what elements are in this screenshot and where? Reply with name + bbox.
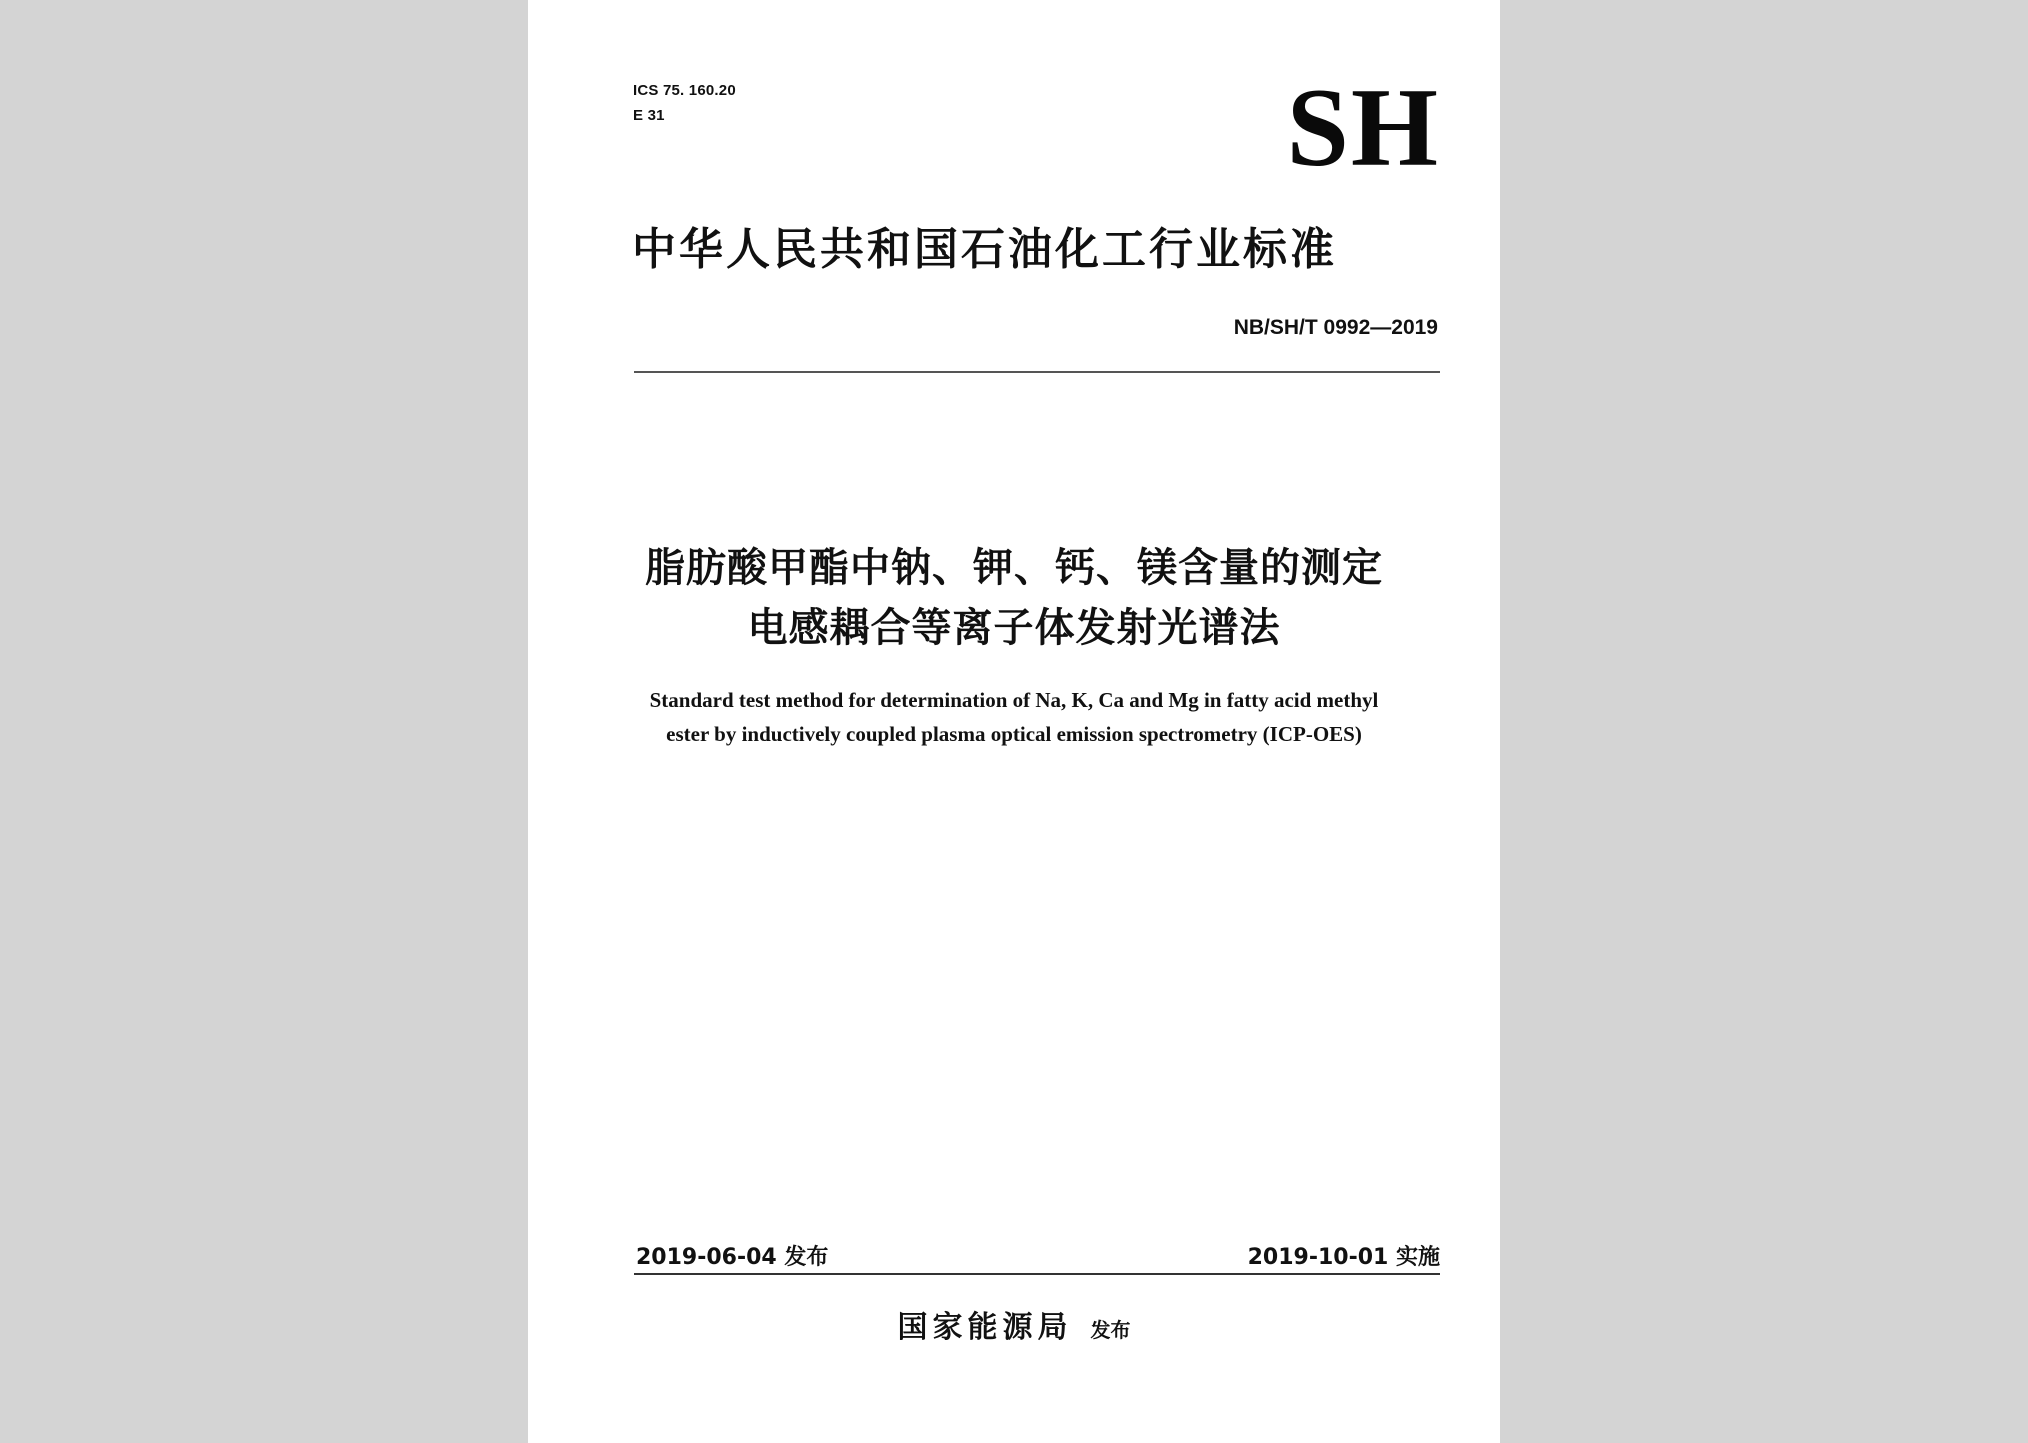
header-divider: [634, 371, 1440, 373]
classification-block: [633, 78, 736, 128]
document-page: [528, 0, 1500, 1443]
chinese-title-line-1: 脂肪酸甲酯中钠、钾、钙、镁含量的测定: [645, 545, 1383, 591]
publisher-issued-label: 发布: [1090, 1318, 1131, 1342]
publisher-line: [528, 1302, 1500, 1346]
sh-logo: SH: [1286, 66, 1440, 190]
chinese-title-line-2: 电感耦合等离子体发射光谱法: [747, 605, 1281, 651]
chinese-title: [528, 538, 1500, 658]
footer-divider: [634, 1273, 1440, 1275]
english-title-line-1: Standard test method for determination of Na, K, Ca and Mg in fatty acid methyl: [649, 688, 1379, 712]
standard-category-title: 中华人民共和国石油化工行业标准: [632, 224, 1337, 275]
implementation-date: 2019-10-01 实施: [1247, 1245, 1440, 1270]
publisher-organization: 国家能源局: [897, 1310, 1073, 1345]
english-title: [528, 683, 1500, 751]
english-title-line-2: ester by inductively coupled plasma optical emission spectrometry (ICP-OES): [666, 722, 1362, 746]
ics-code: ICS 75. 160.20: [633, 82, 736, 99]
ccs-code: E 31: [633, 107, 665, 124]
issue-date: 2019-06-04 发布: [636, 1245, 829, 1270]
standard-number: NB/SH/T 0992—2019: [1233, 316, 1438, 339]
